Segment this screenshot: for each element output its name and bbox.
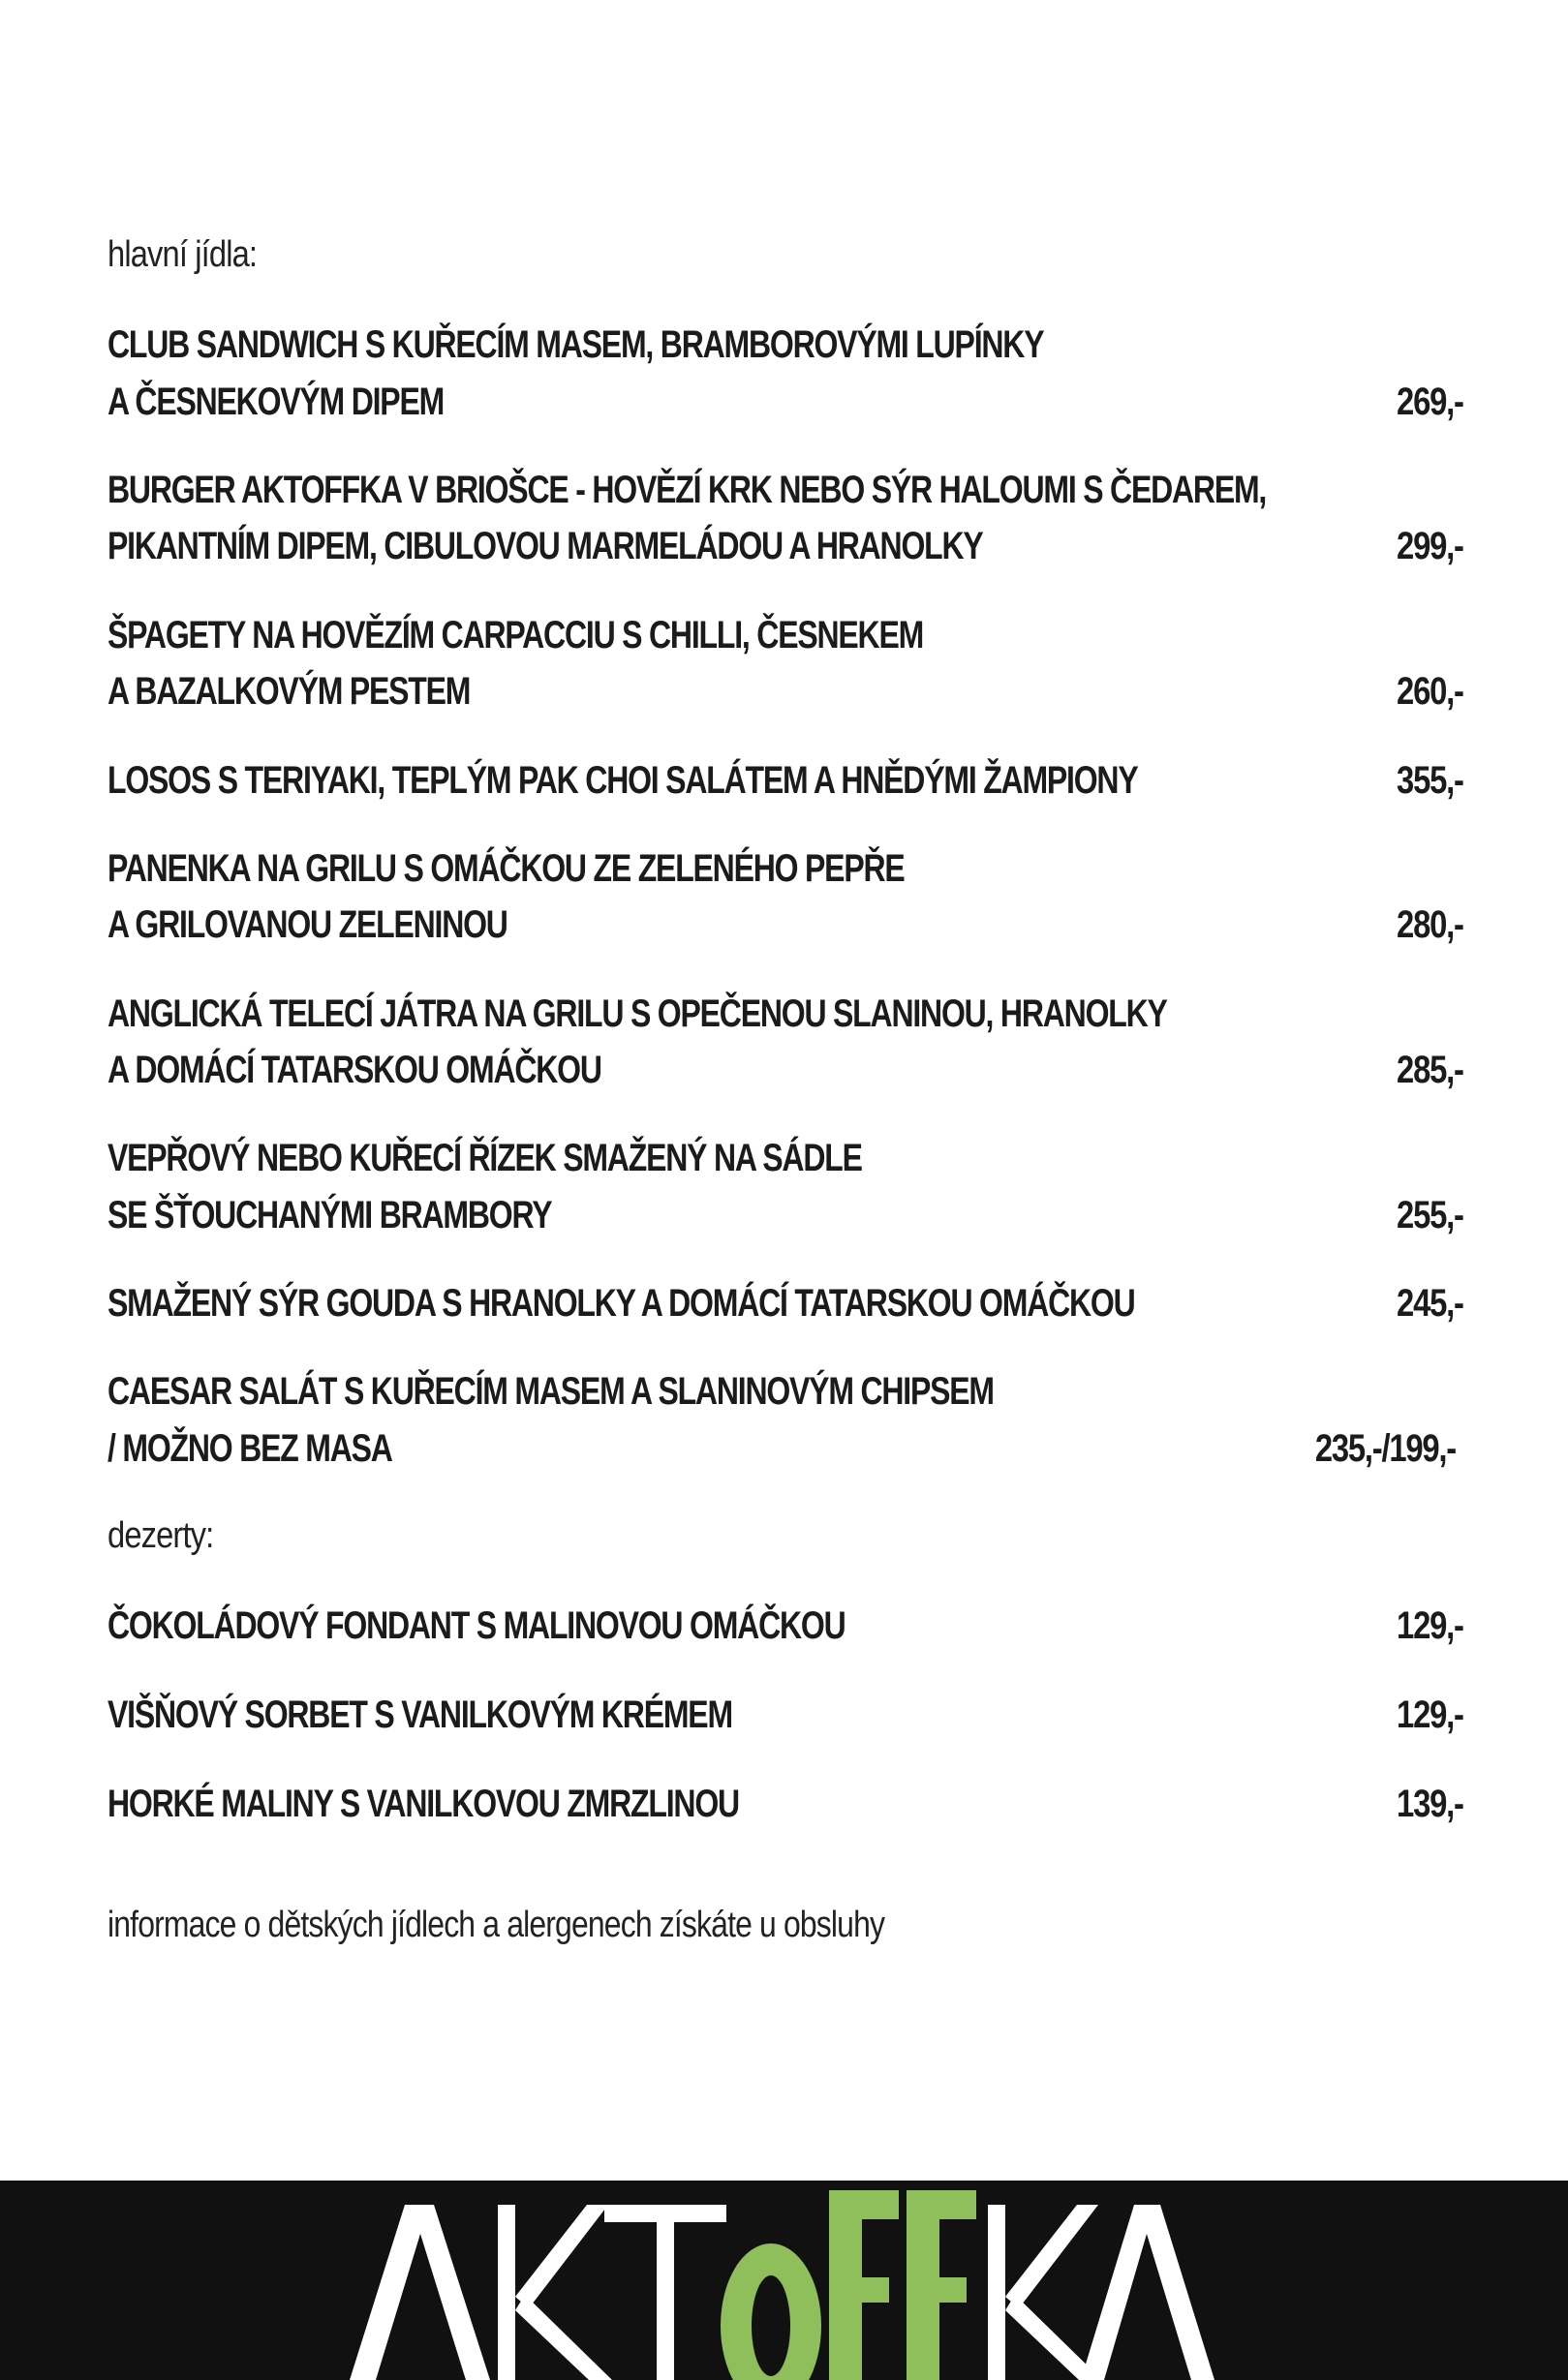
footer-banner [0, 2181, 1568, 2380]
menu-item-name: PANENKA NA GRILU S OMÁČKOU ZE ZELENÉHO PEPŘE [108, 847, 905, 890]
menu-item-name: CAESAR SALÁT S KUŘECÍM MASEM A SLANINOVÝM CHIPSEM [108, 1370, 994, 1413]
menu-item-price: 245,- [1397, 1282, 1463, 1325]
menu-item-price: 235,-/199,- [1314, 1427, 1456, 1470]
menu-item-name: BURGER AKTOFFKA V BRIOŠCE - HOVĚZÍ KRK NEBO SÝR HALOUMI S ČEDAREM, [108, 469, 1267, 511]
aktoffka-logo [345, 2181, 1216, 2380]
menu-item-price: 285,- [1397, 1049, 1463, 1091]
menu-item-name: A BAZALKOVÝM PESTEM [108, 670, 471, 713]
menu-item-price: 260,- [1397, 670, 1463, 713]
menu-item-name: A DOMÁCÍ TATARSKOU OMÁČKOU [108, 1049, 601, 1091]
menu-item-price: 355,- [1397, 759, 1463, 802]
menu-item-name: SMAŽENÝ SÝR GOUDA S HRANOLKY A DOMÁCÍ TATARSKOU OMÁČKOU [108, 1282, 1135, 1325]
menu-item-price: 299,- [1397, 525, 1463, 567]
menu-item-price: 255,- [1397, 1194, 1463, 1236]
menu-item-name: VIŠŇOVÝ SORBET S VANILKOVÝM KRÉMEM [108, 1693, 732, 1736]
menu-item-name: VEPŘOVÝ NEBO KUŘECÍ ŘÍZEK SMAŽENÝ NA SÁDLE [108, 1137, 862, 1179]
menu-item-name: SE ŠŤOUCHANÝMI BRAMBORY [108, 1194, 552, 1236]
menu-item-price: 139,- [1397, 1783, 1463, 1825]
desserts-heading: dezerty: [108, 1515, 214, 1556]
menu-item-name: A GRILOVANOU ZELENINOU [108, 903, 507, 946]
menu-item-price: 269,- [1397, 381, 1463, 423]
menu-item-price: 129,- [1397, 1693, 1463, 1736]
menu-item-name: A ČESNEKOVÝM DIPEM [108, 381, 445, 423]
menu-item-price: 280,- [1397, 903, 1463, 946]
menu-item-name: ANGLICKÁ TELECÍ JÁTRA NA GRILU S OPEČENOU SLANINOU, HRANOLKY [108, 992, 1167, 1035]
menu-item-name: PIKANTNÍM DIPEM, CIBULOVOU MARMELÁDOU A HRANOLKY [108, 525, 983, 567]
menu-item-name: CLUB SANDWICH S KUŘECÍM MASEM, BRAMBOROVÝMI LUPÍNKY [108, 323, 1044, 366]
menu-item-name: ŠPAGETY NA HOVĚZÍM CARPACCIU S CHILLI, ČESNEKEM [108, 614, 924, 656]
main-dishes-heading: hlavní jídla: [108, 234, 258, 275]
allergen-note: informace o dětských jídlech a alergenech získáte u obsluhy [108, 1905, 885, 1945]
menu-item-name: HORKÉ MALINY S VANILKOVOU ZMRZLINOU [108, 1783, 739, 1825]
menu-item-price: 129,- [1397, 1604, 1463, 1647]
menu-item-name: LOSOS S TERIYAKI, TEPLÝM PAK CHOI SALÁTEM A HNĚDÝMI ŽAMPIONY [108, 759, 1138, 802]
menu-item-name: ČOKOLÁDOVÝ FONDANT S MALINOVOU OMÁČKOU [108, 1604, 845, 1647]
menu-item-name: / MOŽNO BEZ MASA [108, 1427, 392, 1470]
